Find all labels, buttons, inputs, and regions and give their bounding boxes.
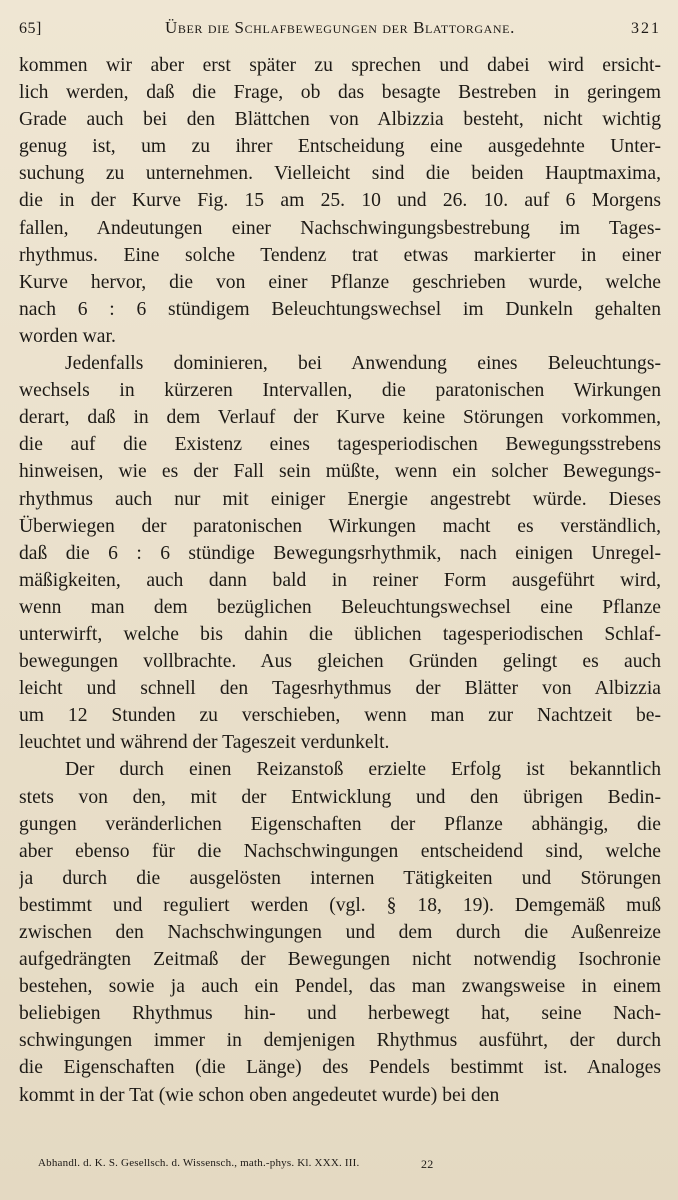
text-line: Grade auch bei den Blättchen von Albizzia besteht, nicht wichtig	[19, 109, 661, 131]
text-line: Überwiegen der paratonischen Wirkungen macht es verständlich,	[19, 515, 661, 537]
text-line: die auf die Existenz eines tagesperiodischen Bewegungsstrebens	[19, 434, 661, 456]
text-line: fallen, Andeutungen einer Nachschwingungsbestrebung im Tages-	[19, 217, 661, 239]
text-line: daß die 6 : 6 stündige Bewegungsrhythmik, nach einigen Unregel-	[19, 542, 661, 564]
text-line: leuchtet und während der Tageszeit verdunkelt.	[19, 732, 390, 754]
section-marker: 65]	[19, 20, 42, 37]
text-line: aufgedrängten Zeitmaß der Bewegungen nicht notwendig Isochronie	[19, 949, 661, 971]
text-line: Kurve hervor, die von einer Pflanze geschrieben wurde, welche	[19, 271, 661, 293]
text-line: wenn man dem bezüglichen Beleuchtungswechsel eine Pflanze	[19, 596, 661, 618]
text-line: schwingungen immer in demjenigen Rhythmus ausführt, der durch	[19, 1030, 661, 1052]
text-line: hinweisen, wie es der Fall sein müßte, wenn ein solcher Bewegungs-	[19, 461, 661, 483]
text-line: die Eigenschaften (die Länge) des Pendels bestimmt ist. Analoges	[19, 1057, 661, 1079]
running-head	[19, 18, 661, 48]
text-line: ja durch die ausgelösten internen Tätigkeiten und Störungen	[19, 867, 661, 889]
text-line: bewegungen vollbrachte. Aus gleichen Gründen gelingt es auch	[19, 651, 661, 673]
text-line: gungen veränderlichen Eigenschaften der Pflanze abhängig, die	[19, 813, 661, 835]
text-line: Jedenfalls dominieren, bei Anwendung eines Beleuchtungs-	[65, 353, 661, 375]
text-line: wechsels in kürzeren Intervallen, die paratonischen Wirkungen	[19, 380, 661, 402]
text-line: unterwirft, welche bis dahin die üblichen tagesperiodischen Schlaf-	[19, 623, 661, 645]
text-line: stets von den, mit der Entwicklung und den übrigen Bedin-	[19, 786, 661, 808]
text-line: die in der Kurve Fig. 15 am 25. 10 und 26. 10. auf 6 Morgens	[19, 190, 661, 212]
text-line: suchung zu unternehmen. Vielleicht sind die beiden Hauptmaxima,	[19, 163, 661, 185]
text-line: kommen wir aber erst später zu sprechen und dabei wird ersicht-	[19, 55, 661, 76]
footer-citation: Abhandl. d. K. S. Gesellsch. d. Wissensch., math.-phys. Kl. XXX. III.	[38, 1157, 360, 1169]
text-line: lich werden, daß die Frage, ob das besagte Bestreben in geringem	[19, 82, 661, 104]
text-line: worden war.	[19, 325, 116, 347]
text-line: Der durch einen Reizanstoß erzielte Erfolg ist bekanntlich	[65, 759, 661, 781]
text-line: genug ist, um zu ihrer Entscheidung eine ausgedehnte Unter-	[19, 136, 661, 158]
text-line: nach 6 : 6 stündigem Beleuchtungswechsel im Dunkeln gehalten	[19, 298, 661, 320]
paragraph	[19, 52, 661, 350]
page-footer	[38, 1157, 661, 1172]
text-line: derart, daß in dem Verlauf der Kurve keine Störungen vorkommen,	[19, 407, 661, 429]
page-number: 321	[631, 20, 661, 37]
paragraph	[19, 350, 661, 756]
text-line: beliebigen Rhythmus hin- und herbewegt hat, seine Nach-	[19, 1003, 661, 1025]
text-line: leicht und schnell den Tagesrhythmus der Blätter von Albizzia	[19, 678, 661, 700]
text-line: aber ebenso für die Nachschwingungen entscheidend sind, welche	[19, 840, 661, 862]
text-line: zwischen den Nachschwingungen und dem durch die Außenreize	[19, 922, 661, 943]
running-title: Über die Schlafbewegungen der Blattorgane.	[165, 18, 515, 37]
signature-mark: 22	[421, 1157, 434, 1171]
text-line: um 12 Stunden zu verschieben, wenn man zur Nachtzeit be-	[19, 705, 661, 727]
body-text	[19, 52, 661, 1109]
text-line: rhythmus. Eine solche Tendenz trat etwas markierter in einer	[19, 244, 661, 266]
text-line: bestimmt und reguliert werden (vgl. § 18, 19). Demgemäß muß	[19, 894, 661, 916]
text-line: rhythmus auch nur mit einiger Energie angestrebt würde. Dieses	[19, 488, 661, 510]
text-line: mäßigkeiten, auch dann bald in reiner Form ausgeführt wird,	[19, 569, 661, 591]
text-line: bestehen, sowie ja auch ein Pendel, das man zwangsweise in einem	[19, 976, 661, 998]
paragraph	[19, 756, 661, 1108]
text-line: kommt in der Tat (wie schon oben angedeutet wurde) bei den	[19, 1084, 500, 1106]
